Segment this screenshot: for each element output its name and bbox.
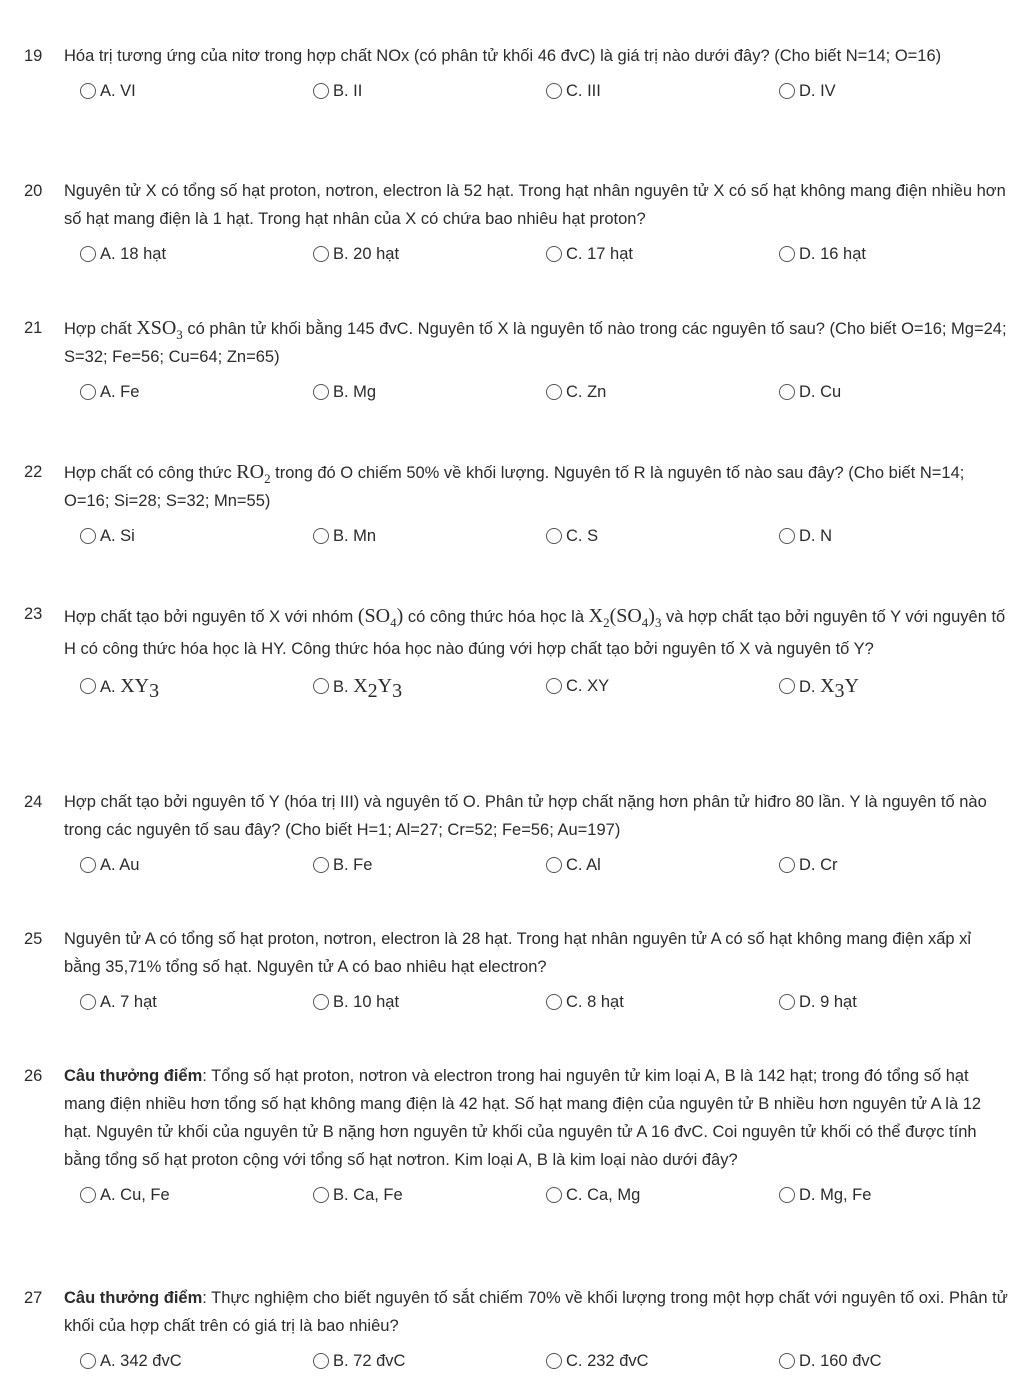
question-text: Hợp chất tạo bởi nguyên tố Y (hóa trị III) và nguyên tố O. Phân tử hợp chất nặng hơn phân tử hiđro 80 lần. Y là nguyên tố nào trong các nguyên tố sau đây? (Cho biết H=1; Al=27; Cr=52; Fe=56; Au=197) [64, 793, 987, 839]
radio-icon[interactable] [313, 384, 329, 400]
chemical-formula: $RO_2$ [236, 461, 271, 486]
question-text: Câu thưởng điểm: Thực nghiệm cho biết nguyên tố sắt chiếm 70% về khối lượng trong một hợp chất với nguyên tố oxi. Phân tử khối của hợp chất trên có giá trị là bao nhiêu? [64, 1289, 1008, 1335]
radio-icon[interactable] [313, 994, 329, 1010]
radio-icon[interactable] [546, 1353, 562, 1369]
option-b[interactable]: B. $X_2Y_3$ [313, 671, 402, 701]
question-number: 22 [24, 463, 43, 481]
option-d[interactable]: D. Cr [779, 850, 838, 880]
chemical-formula: $XSO_3$ [136, 317, 183, 342]
question-26 [0, 1062, 1024, 1210]
question-number: 27 [24, 1289, 43, 1307]
radio-icon[interactable] [546, 678, 562, 694]
question-text: Hợp chất có công thức $RO_2$ trong đó O chiếm 50% về khối lượng. Nguyên tố R là nguyên tố nào sau đây? (Cho biết N=14; O=16; Si=28; S=32; Mn=55) [64, 461, 965, 510]
option-a[interactable]: A. 7 hạt [80, 987, 157, 1017]
answer-options [0, 521, 1024, 551]
radio-icon[interactable] [779, 1187, 795, 1203]
option-b[interactable]: B. Ca, Fe [313, 1180, 403, 1210]
question-text: Câu thưởng điểm: Tổng số hạt proton, nơtron và electron trong hai nguyên tử kim loại A, B là 142 hạt; trong đó tổng số hạt mang điện nhiều hơn tổng số hạt không mang điện là 42 hạt. Số hạt mang điện của nguyên tử B nhiều hơn nguyên tử A là 12 hạt. Nguyên tử khối của nguyên tử B nặng hơn nguyên tử khối của nguyên tử A 16 đvC. Coi nguyên tử khối có thể được tính bằng tổng số hạt proton cộng với tổng số hạt nơtron. Kim loại A, B là kim loại nào dưới đây? [64, 1067, 982, 1169]
answer-options [0, 671, 1024, 701]
bonus-label: Câu thưởng điểm [64, 1067, 203, 1085]
option-a[interactable]: A. 342 đvC [80, 1346, 182, 1376]
option-c[interactable]: C. 8 hạt [546, 987, 624, 1017]
radio-icon[interactable] [313, 246, 329, 262]
option-d[interactable]: D. $X_3Y$ [779, 671, 859, 701]
radio-icon[interactable] [313, 857, 329, 873]
question-number: 21 [24, 319, 43, 337]
radio-icon[interactable] [80, 857, 96, 873]
radio-icon[interactable] [80, 994, 96, 1010]
chemical-formula: $X_2(SO_4)_3$ [588, 605, 662, 630]
radio-icon[interactable] [546, 528, 562, 544]
question-20 [0, 177, 1024, 269]
question-number: 19 [24, 47, 43, 65]
option-c[interactable]: C. Zn [546, 377, 606, 407]
radio-icon[interactable] [313, 83, 329, 99]
option-a[interactable]: A. $XY_3$ [80, 671, 159, 701]
question-text: Hợp chất $XSO_3$ có phân tử khối bằng 145 đvC. Nguyên tố X là nguyên tố nào trong các nguyên tố sau? (Cho biết O=16; Mg=24; S=32; Fe=56; Cu=64; Zn=65) [64, 317, 1007, 366]
question-text: Hóa trị tương ứng của nitơ trong hợp chất NOx (có phân tử khối 46 đvC) là giá trị nào dưới đây? (Cho biết N=14; O=16) [64, 47, 942, 65]
radio-icon[interactable] [779, 857, 795, 873]
radio-icon[interactable] [546, 384, 562, 400]
radio-icon[interactable] [546, 857, 562, 873]
question-number: 25 [24, 930, 43, 948]
radio-icon[interactable] [80, 528, 96, 544]
radio-icon[interactable] [779, 994, 795, 1010]
option-a[interactable]: A. VI [80, 76, 136, 106]
radio-icon[interactable] [313, 1353, 329, 1369]
radio-icon[interactable] [546, 246, 562, 262]
option-a[interactable]: A. Cu, Fe [80, 1180, 170, 1210]
question-25 [0, 925, 1024, 1017]
option-b[interactable]: B. II [313, 76, 362, 106]
question-27 [0, 1284, 1024, 1376]
option-b[interactable]: B. Mn [313, 521, 376, 551]
question-23 [0, 600, 1024, 701]
answer-options [0, 377, 1024, 407]
option-d[interactable]: D. N [779, 521, 832, 551]
option-b[interactable]: B. Fe [313, 850, 372, 880]
option-c[interactable]: C. 17 hạt [546, 239, 633, 269]
chemical-formula: $(SO_4)$ [357, 605, 404, 630]
question-text: Hợp chất tạo bởi nguyên tố X với nhóm $(SO_4)$ có công thức hóa học là $X_2(SO_4)_3$ và hợp chất tạo bởi nguyên tố Y với nguyên tố H có công thức hóa học là HY. Công thức hóa học nào đúng với hợp chất tạo bởi nguyên tố X và nguyên tố Y? [64, 605, 1006, 658]
option-d[interactable]: D. Cu [779, 377, 841, 407]
radio-icon[interactable] [80, 1353, 96, 1369]
option-a[interactable]: A. Fe [80, 377, 139, 407]
radio-icon[interactable] [313, 678, 329, 694]
question-number: 20 [24, 182, 43, 200]
question-number: 24 [24, 793, 43, 811]
radio-icon[interactable] [80, 384, 96, 400]
question-24 [0, 788, 1024, 880]
option-d[interactable]: D. Mg, Fe [779, 1180, 871, 1210]
radio-icon[interactable] [546, 1187, 562, 1203]
option-c[interactable]: C. Ca, Mg [546, 1180, 640, 1210]
option-d[interactable]: D. 160 đvC [779, 1346, 882, 1376]
option-b[interactable]: B. 72 đvC [313, 1346, 405, 1376]
radio-icon[interactable] [80, 678, 96, 694]
radio-icon[interactable] [313, 1187, 329, 1203]
option-c[interactable]: C. S [546, 521, 598, 551]
radio-icon[interactable] [779, 528, 795, 544]
radio-icon[interactable] [546, 83, 562, 99]
radio-icon[interactable] [779, 246, 795, 262]
radio-icon[interactable] [80, 1187, 96, 1203]
question-21 [0, 314, 1024, 407]
radio-icon[interactable] [779, 1353, 795, 1369]
option-d[interactable]: D. 9 hạt [779, 987, 857, 1017]
option-c[interactable]: C. III [546, 76, 601, 106]
option-b[interactable]: B. Mg [313, 377, 376, 407]
option-c[interactable]: C. XY [546, 671, 609, 701]
option-a[interactable]: A. 18 hạt [80, 239, 166, 269]
radio-icon[interactable] [546, 994, 562, 1010]
answer-options [0, 850, 1024, 880]
radio-icon[interactable] [779, 384, 795, 400]
answer-options [0, 239, 1024, 269]
radio-icon[interactable] [779, 83, 795, 99]
question-number: 26 [24, 1067, 43, 1085]
bonus-label: Câu thưởng điểm [64, 1289, 203, 1307]
option-c[interactable]: C. Al [546, 850, 601, 880]
answer-options [0, 1180, 1024, 1210]
answer-options [0, 987, 1024, 1017]
option-d[interactable]: D. 16 hạt [779, 239, 866, 269]
answer-options [0, 76, 1024, 106]
option-d[interactable]: D. IV [779, 76, 836, 106]
question-text: Nguyên tử A có tổng số hạt proton, nơtron, electron là 28 hạt. Trong hạt nhân nguyên tử A có số hạt không mang điện xấp xỉ bằng 35,71% tổng số hạt. Nguyên tử A có bao nhiêu hạt electron? [64, 930, 972, 976]
radio-icon[interactable] [80, 246, 96, 262]
question-22 [0, 458, 1024, 551]
option-c[interactable]: C. 232 đvC [546, 1346, 649, 1376]
question-text: Nguyên tử X có tổng số hạt proton, nơtron, electron là 52 hạt. Trong hạt nhân nguyên tử X có số hạt không mang điện nhiều hơn số hạt mang điện là 1 hạt. Trong hạt nhân của X có chứa bao nhiêu hạt proton? [64, 182, 1006, 228]
question-number: 23 [24, 605, 43, 623]
answer-options [0, 1346, 1024, 1376]
radio-icon[interactable] [779, 678, 795, 694]
radio-icon[interactable] [313, 528, 329, 544]
radio-icon[interactable] [80, 83, 96, 99]
option-a[interactable]: A. Si [80, 521, 135, 551]
option-b[interactable]: B. 10 hạt [313, 987, 399, 1017]
option-b[interactable]: B. 20 hạt [313, 239, 399, 269]
question-19 [0, 42, 1024, 106]
option-a[interactable]: A. Au [80, 850, 139, 880]
